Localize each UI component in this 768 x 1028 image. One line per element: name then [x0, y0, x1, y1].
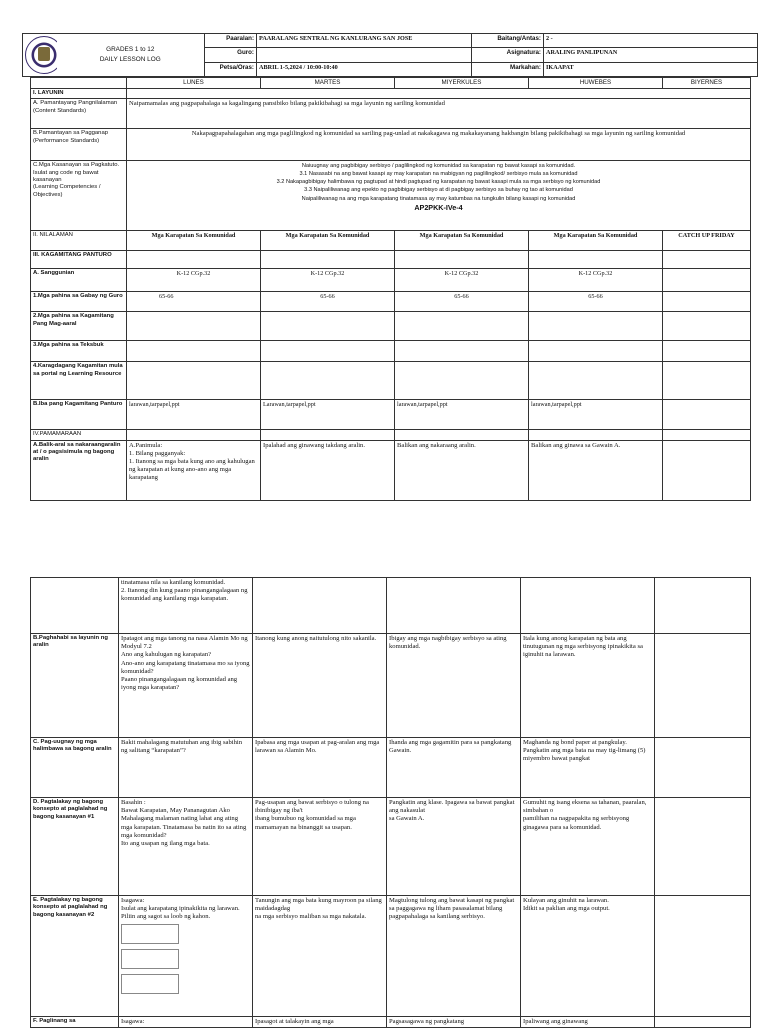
pagtalakay-2-cell	[119, 896, 253, 1017]
pag-uugnay-cell: Maghanda ng bond paper at pangkulay. Pangkatin ang mga bata na may tig-limang (5) miyembro bawat pangkat	[521, 738, 655, 798]
day-header: LUNES	[127, 78, 261, 89]
pagtalakay-1-cell: Pangkatin ang klase. Ipagawa sa bawat pangkat ang nakasulat sa Gawain A.	[387, 798, 521, 896]
nilalaman-cell: Mga Karapatan Sa Komunidad	[127, 231, 261, 251]
competencies-block	[127, 161, 751, 231]
row-label-iba-pang: B.Iba pang Kagamitang Panturo	[31, 400, 127, 430]
worksheet-picture-icon	[121, 924, 179, 944]
gabay-cell: 65-66	[261, 292, 395, 312]
iba-pang-cell: Larawan,tarpapel,ppt	[261, 400, 395, 430]
pagtalakay-2-cell: Kulayan ang ginuhit na larawan. Idikit sa paklian ang mga output.	[521, 896, 655, 1017]
asignatura-label: Asignatura:	[472, 48, 544, 62]
competency-line: Naiuugnay ang pagbibigay serbisyo / paglilingkod ng komunidad sa karapatan ng bawat kasapi sa komunidad.	[301, 163, 576, 170]
iba-pang-cell: larawan,tarpapel,ppt	[395, 400, 529, 430]
paglinang-cell: Ipasagot at talakayin ang mga	[253, 1017, 387, 1028]
paghahabi-cell: Ipatagot ang mga tanong na nasa Alamin Mo ng Modyul 7.2 Ano ang kahulugan ng karapatan? Ano-ano ang karapatang tinatamasa mo sa iyong komunidad? Paano pinangangalagaan ng komunidad ang iyong mga karapatan?	[119, 634, 253, 738]
form-subtitle: DAILY LESSON LOG	[99, 56, 161, 63]
row-label-balik-aral: A.Balik-aral sa nakaraangaralin at / o pagsisimula ng bagong aralin	[31, 440, 127, 500]
baitang-label: Baitang/Antas:	[472, 34, 544, 48]
pagtalakay-2-cell	[655, 896, 751, 1017]
paglinang-cell: Pagsasagawa ng pangkatang	[387, 1017, 521, 1028]
pag-uugnay-cell: Ipabasa ang mga usapan at pag-aralan ang mga larawan sa Alamin Mo.	[253, 738, 387, 798]
sanggunian-cell: K-12 CGp.32	[127, 269, 261, 292]
deped-seal	[23, 34, 57, 77]
paghahabi-cell: Itanong kung anong naitutulong nito sakanila.	[253, 634, 387, 738]
row-label-teksbuk: 3.Mga pahina sa Teksbuk	[31, 341, 127, 362]
worksheet-picture-icon	[121, 949, 179, 969]
day-header: BIYERNES	[663, 78, 751, 89]
row-label-karagdagang: 4.Karagdagang Kagamitan mula sa portal ng Learning Resource	[31, 362, 127, 400]
gabay-cell: 65-66	[127, 292, 261, 312]
nilalaman-cell: CATCH UP FRIDAY	[663, 231, 751, 251]
asignatura-value: ARALING PANLIPUNAN	[544, 48, 758, 62]
lesson-log-table	[30, 77, 751, 501]
pagtalakay-2-cell: Tanungin ang mga bata kung mayroon pa silang maidadagdag na mga serbisyo maliban sa mga nakatala.	[253, 896, 387, 1017]
pagtalakay-2-cell: Magtulong tulong ang bawat kasapi ng pangkat sa paggagawa ng liham pasasalamat bilang pagpapahalaga sa kanilang serbisyo.	[387, 896, 521, 1017]
row-label-sanggunian: A. Sanggunian	[31, 269, 127, 292]
balik-aral-cell: Balikan ang ginawa sa Gawain A.	[529, 440, 663, 500]
balik-aral-cell: Ipalahad ang ginawang takdang aralin.	[261, 440, 395, 500]
lesson-log-table-continued	[30, 577, 751, 1028]
sanggunian-cell	[663, 269, 751, 292]
paaralan-label: Paaralan:	[205, 34, 257, 48]
balik-aral-cell: Balikan ang nakaraang aralin.	[395, 440, 529, 500]
balik-aral-cell: A.Panimula: 1. Bilang pagganyak: 1. Itanong sa mga bata kung ano ang kahulugan ng karapatan at kung ano-ano ang mga karapatang	[127, 440, 261, 500]
guro-label: Guro:	[205, 48, 257, 62]
guro-value	[257, 48, 472, 62]
baitang-value: 2 -	[544, 34, 758, 48]
row-label-performance-standards: B.Pamantayan sa Pagganap (Performance Standards)	[31, 129, 127, 161]
pagtalakay-1-cell: Basahin : Bawat Karapatan, May Pananagutan Ako Mahalagang malaman nating lahat ang ating mga karapatan. Tinatamasa ba natin ito sa ating mga komunidad? Ito ang usapan ng ilang mga bata.	[119, 798, 253, 896]
markahan-label: Markahan:	[472, 62, 544, 76]
row-label-kagamitang-mag-aaral: 2.Mga pahina sa Kagamitang Pang Mag-aaral	[31, 312, 127, 341]
balik-aral-cell	[663, 440, 751, 500]
petsa-value: ABRIL 1-5,2024 / 10:00-10:40	[257, 62, 472, 76]
paglinang-cell: Ipaliwang ang ginawang	[521, 1017, 655, 1028]
continuation-cell: tinatamasa nila sa kanilang komunidad. 2. Itanong din kung paano pinangangalagaan ng komunidad ang kanilang mga karapatan.	[119, 578, 253, 634]
competency-code: AP2PKK-IVe-4	[414, 202, 463, 212]
petsa-label: Petsa/Oras:	[205, 62, 257, 76]
row-label-content-standards: A. Pamantayang Pangnilalaman (Content Standards)	[31, 99, 127, 129]
markahan-value: IKAAPAT	[544, 62, 758, 76]
gabay-cell: 65-66	[395, 292, 529, 312]
performance-standards-text: Nakapagpapahalagahan ang mga paglilingkod ng komunidad sa sariling pag-unlad at nakakagawa ng makakayanang hakbangin bilang pakikibahagi sa mga layunin ng sariling komunidad	[127, 129, 751, 161]
row-label-pag-uugnay: C. Pag-uugnay ng mga halimbawa sa bagong aralin	[31, 738, 119, 798]
content-standards-text: Naipamamalas ang pagpapahalaga sa kagalingang pansibiko bilang pakikibahagi sa mga layunin ng sariling komunidad	[127, 99, 751, 129]
section-nilalaman: II. NILALAMAN	[31, 231, 127, 251]
paghahabi-cell: Ibigay ang mga nagbibigay serbisyo sa ating komunidad.	[387, 634, 521, 738]
paglinang-cell	[655, 1017, 751, 1028]
iba-pang-cell: larawan,tarpapel,ppt	[529, 400, 663, 430]
section-pamamaraan: IV.PAMAMARAAN	[31, 430, 127, 440]
competency-line: 3.2 Nakapagbibigay halimbawa ng pagtupad at hindi pagtupad ng karapatan ng bawat kasapi mula sa mga serbisyo ng komunidad	[276, 179, 601, 186]
day-header: MIYERKULES	[395, 78, 529, 89]
form-title: GRADES 1 to 12	[106, 46, 155, 53]
pagtalakay-1-cell	[655, 798, 751, 896]
day-header: HUWEBES	[529, 78, 663, 89]
sanggunian-cell: K-12 CGp.32	[395, 269, 529, 292]
worksheet-picture-icon	[121, 974, 179, 994]
nilalaman-cell: Mga Karapatan Sa Komunidad	[395, 231, 529, 251]
iba-pang-cell	[663, 400, 751, 430]
nilalaman-cell: Mga Karapatan Sa Komunidad	[529, 231, 663, 251]
gabay-cell	[663, 292, 751, 312]
paglinang-cell: Isagawa:	[119, 1017, 253, 1028]
paghahabi-cell: Itala kung anong karapatan ng bata ang tinutugunan ng mga serbisyong ipinakikita sa iginuhit na larawan.	[521, 634, 655, 738]
row-label-pagtalakay-2: E. Pagtalakay ng bagong konsepto at paglalahad ng bagong kasanayan #2	[31, 896, 119, 1017]
section-kagamitan: III. KAGAMITANG PANTURO	[31, 251, 127, 269]
section-layunin: I. LAYUNIN	[31, 88, 127, 98]
paaralan-value: PAARALANG SENTRAL NG KANLURANG SAN JOSE	[257, 34, 472, 48]
seal-logo-icon	[25, 36, 57, 74]
competency-line: 3.1 Nasasabi na ang bawat kasapi ay may karapatan na mabigyan ng paglilingkod/ serbisyo mula sa komunidad	[299, 171, 578, 178]
row-label-pagtalakay-1: D. Pagtalakay ng bagong konsepto at paglalahad ng bagong kasanayan #1	[31, 798, 119, 896]
row-label-gabay: 1.Mga pahina sa Gabay ng Guro	[31, 292, 127, 312]
sanggunian-cell: K-12 CGp.32	[261, 269, 395, 292]
sanggunian-cell: K-12 CGp.32	[529, 269, 663, 292]
pag-uugnay-cell: Ihanda ang mga gagamitin para sa pangkatang Gawain.	[387, 738, 521, 798]
competency-line: Naipaliliwanag na ang mga karapatang tinatamasa ay may katumbas na tungkulin bilang kasapi ng komunidad	[301, 195, 576, 202]
row-label-competencies: C.Mga Kasanayan sa Pagkatuto. Isulat ang code ng bawat kasanayan (Learning Competencies / Objectives)	[31, 161, 127, 231]
pag-uugnay-cell: Bakit mahalagang matutuhan ang ibig sabihin ng salitang “karapatan”?	[119, 738, 253, 798]
pagtalakay-1-cell: Gumuhit ng isang eksena sa tahanan, paaralan, simbahan o pamilihan na nagpapakita ng serbisyong ginagawa para sa komunidad.	[521, 798, 655, 896]
iba-pang-cell: larawan,tarpapel,ppt	[127, 400, 261, 430]
gabay-cell: 65-66	[529, 292, 663, 312]
nilalaman-cell: Mga Karapatan Sa Komunidad	[261, 231, 395, 251]
competency-line: 3.3 Naipaliliwanag ang epekto ng pagbibigay serbisyo at di pagbigay serbisyo sa buhay ng tao at komunidad	[304, 187, 573, 194]
row-label-paglinang: F. Paglinang sa	[31, 1017, 119, 1028]
header-table	[22, 33, 758, 77]
day-header: MARTES	[261, 78, 395, 89]
pagtalakay-1-cell: Pag-usapan ang bawat serbisyo o tulong na ibinibigay ng iba't ibang bumubuo ng komunidad sa mga mamamayan na binanggit sa usapan.	[253, 798, 387, 896]
paghahabi-cell	[655, 634, 751, 738]
pag-uugnay-cell	[655, 738, 751, 798]
row-label-paghahabi: B.Paghahabi sa layunin ng aralin	[31, 634, 119, 738]
pagtalakay-2-text: Isagawa: Isulat ang karapatang ipinakikita ng larawan. Piliin ang sagot sa loob ng kahon.	[121, 897, 240, 921]
